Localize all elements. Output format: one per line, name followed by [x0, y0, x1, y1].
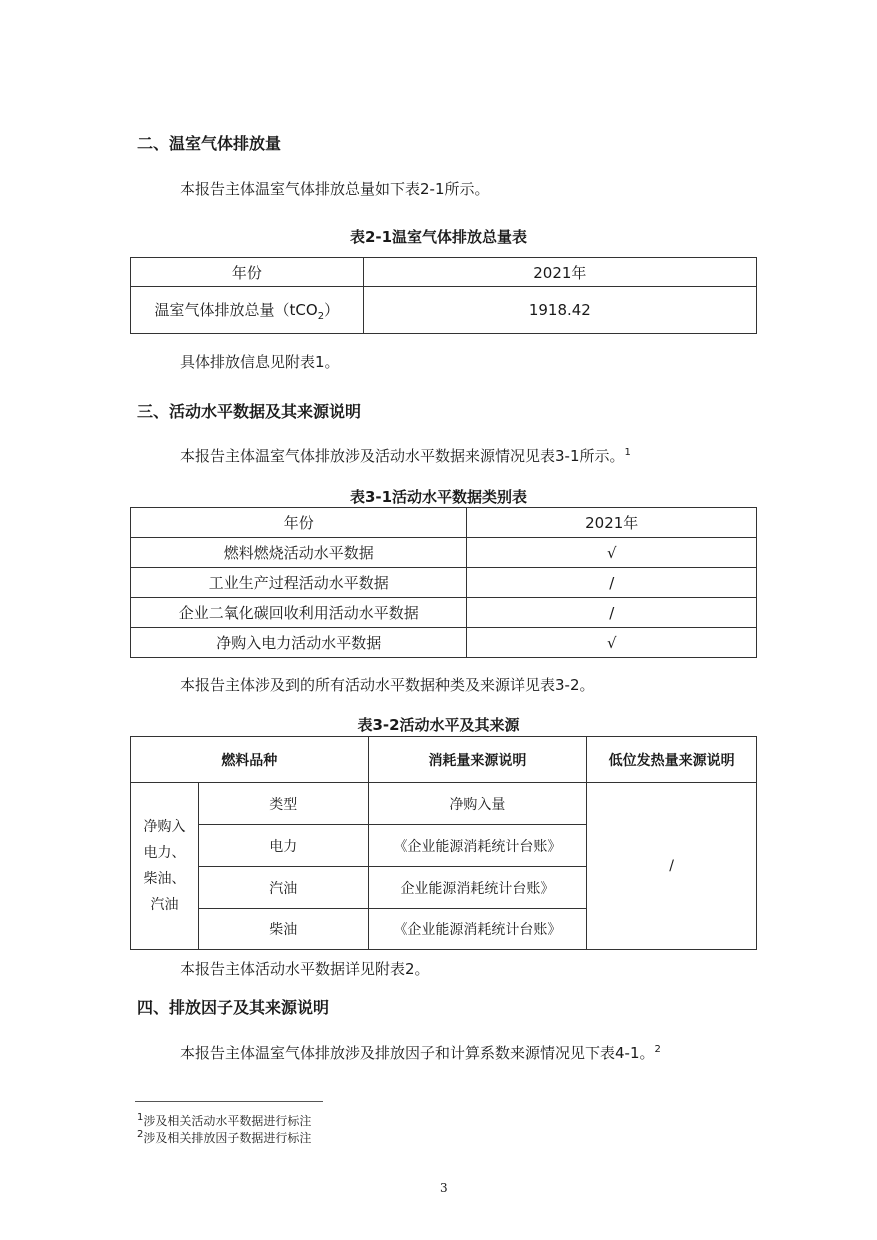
- table-3-2-header-heat: 低位发热量来源说明: [587, 737, 757, 783]
- section-3-intro: 本报告主体温室气体排放涉及活动水平数据来源情况见表3-1所示。$^1$: [180, 447, 631, 465]
- table-3-2: [130, 736, 757, 950]
- table-2-1: [130, 257, 757, 334]
- table-2-1-year-label: 年份: [131, 258, 364, 287]
- table-3-2-type: 类型: [198, 783, 368, 825]
- table-3-2-header-consumption: 消耗量来源说明: [368, 737, 587, 783]
- table-3-2-source: 净购入量: [368, 783, 587, 825]
- footnote-2: $^2$涉及相关排放因子数据进行标注: [137, 1129, 312, 1145]
- table-3-1: [130, 507, 757, 658]
- section-3-para3: 本报告主体活动水平数据详见附表2。: [180, 960, 430, 978]
- table-3-2-group-label: 净购入 电力、 柴油、 汽油: [131, 783, 199, 950]
- table-3-2-heat-source: /: [587, 783, 757, 950]
- table-3-1-mark: √: [467, 538, 757, 568]
- footnote-divider: [135, 1101, 323, 1102]
- footnote-1: $^1$涉及相关活动水平数据进行标注: [137, 1112, 312, 1128]
- table-3-1-category: 燃料燃烧活动水平数据: [131, 538, 467, 568]
- table-3-1-category: 企业二氧化碳回收利用活动水平数据: [131, 598, 467, 628]
- section-3-heading: 三、活动水平数据及其来源说明: [137, 402, 362, 421]
- table-3-2-source: 《企业能源消耗统计台账》: [368, 909, 587, 950]
- section-4-intro: 本报告主体温室气体排放涉及排放因子和计算系数来源情况见下表4-1。$^2$: [180, 1044, 661, 1062]
- table-3-2-type: 汽油: [198, 867, 368, 909]
- table-3-2-source: 《企业能源消耗统计台账》: [368, 825, 587, 867]
- section-2-heading: 二、温室气体排放量: [137, 134, 282, 153]
- table-3-2-header-fuel: 燃料品种: [131, 737, 369, 783]
- footnote-ref-1: 1: [624, 447, 631, 458]
- table-3-1-caption: 表3-1活动水平数据类别表: [349, 488, 528, 506]
- table-2-1-caption: 表2-1温室气体排放总量表: [349, 228, 528, 246]
- table-3-1-category: 净购入电力活动水平数据: [131, 628, 467, 658]
- table-2-1-year-value: 2021年: [363, 258, 756, 287]
- table-3-1-header-cell: 2021年: [467, 508, 757, 538]
- table-2-1-total-value: 1918.42: [363, 287, 756, 334]
- section-4-heading: 四、排放因子及其来源说明: [137, 998, 330, 1017]
- table-3-1-mark: /: [467, 598, 757, 628]
- footnote-ref-2: 2: [654, 1044, 661, 1055]
- table-3-2-type: 电力: [198, 825, 368, 867]
- table-3-1-mark: /: [467, 568, 757, 598]
- table-3-1-header-cell: 年份: [131, 508, 467, 538]
- table-3-2-source: 企业能源消耗统计台账》: [368, 867, 587, 909]
- table-3-2-type: 柴油: [198, 909, 368, 950]
- section-3-para2: 本报告主体涉及到的所有活动水平数据种类及来源详见表3-2。: [180, 676, 595, 694]
- table-2-1-total-label: 温室气体排放总量（tCO$_2$）: [131, 287, 364, 334]
- table-3-1-category: 工业生产过程活动水平数据: [131, 568, 467, 598]
- table-3-2-caption: 表3-2活动水平及其来源: [357, 716, 520, 734]
- page-number: 3: [440, 1181, 448, 1195]
- section-2-intro: 本报告主体温室气体排放总量如下表2-1所示。: [180, 180, 490, 198]
- table-3-1-mark: √: [467, 628, 757, 658]
- section-2-note: 具体排放信息见附表1。: [180, 353, 340, 371]
